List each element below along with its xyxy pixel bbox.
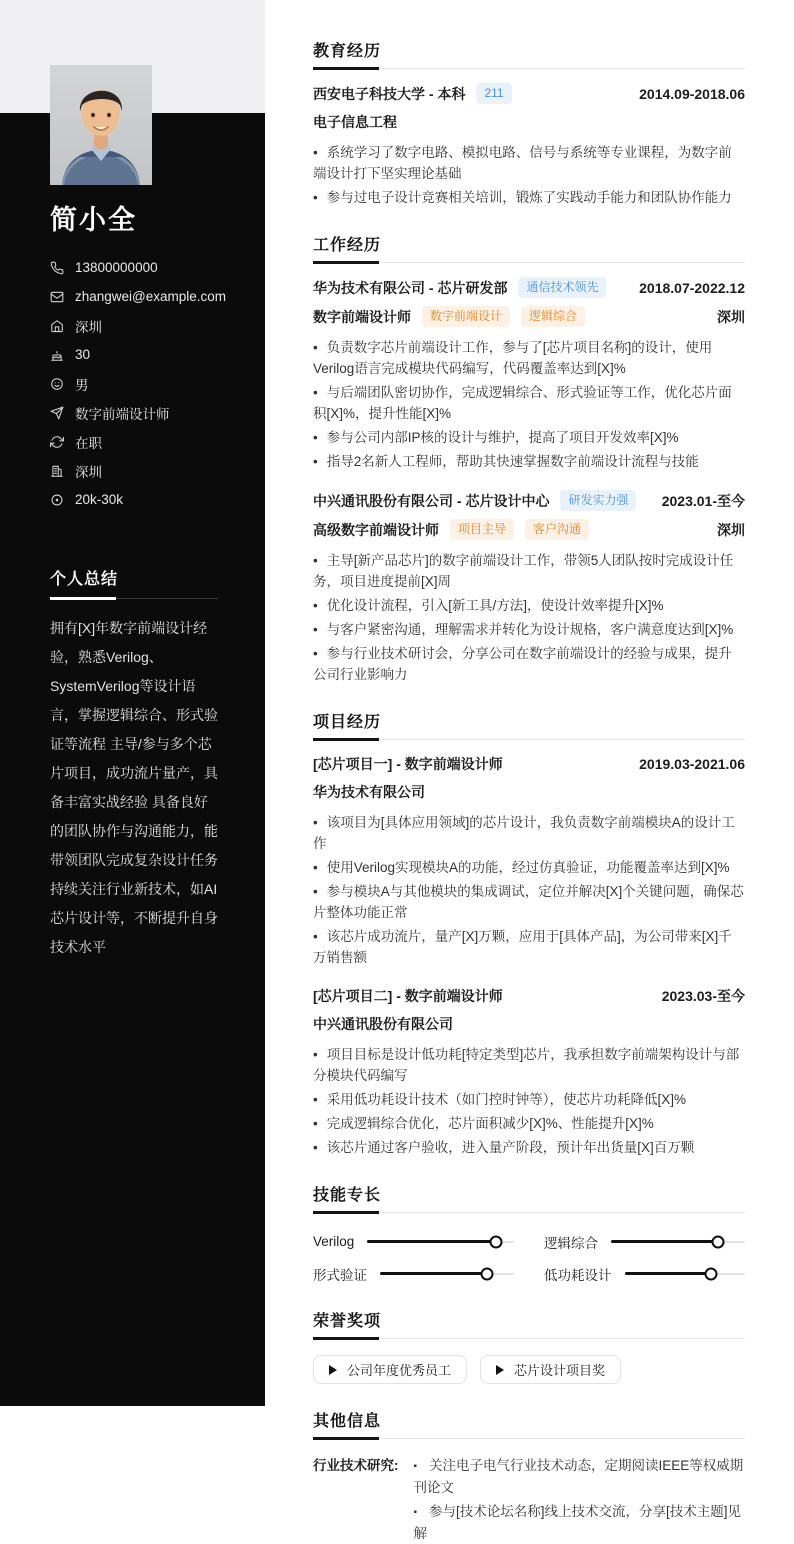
skill-label: 逻辑综合 xyxy=(544,1235,598,1251)
skill-slider[interactable] xyxy=(380,1273,514,1275)
skill-label: 形式验证 xyxy=(313,1267,367,1283)
phone-icon xyxy=(50,261,64,275)
skill-row xyxy=(544,1263,745,1284)
role-name: 高级数字前端设计师 xyxy=(313,521,439,538)
bullet-icon: • xyxy=(313,1092,318,1107)
target-icon xyxy=(50,493,64,507)
list-item: • 该项目为[具体应用领域]的芯片设计，我负责数字前端模块A的设计工作 xyxy=(313,815,735,851)
work-location: 深圳 xyxy=(717,308,745,325)
list-item: • 该芯片通过客户验收，进入量产阶段，预计年出货量[X]百万颗 xyxy=(313,1140,695,1155)
summary-section xyxy=(50,566,218,962)
project-name-row xyxy=(313,754,745,774)
education-bullets xyxy=(313,142,745,208)
work-bullets xyxy=(313,337,745,472)
list-item: • 项目目标是设计低功耗[特定类型]芯片，我承担数字前端架构设计与部分模块代码编写 xyxy=(313,1047,740,1083)
projects-header xyxy=(313,709,745,740)
bullet-icon: • xyxy=(313,1116,318,1131)
project-company: 华为技术有限公司 xyxy=(313,784,425,800)
contact-salary xyxy=(50,485,218,514)
bullet-icon: • xyxy=(313,860,318,875)
work-date: 2018.07-2022.12 xyxy=(639,279,745,296)
summary-title: 个人总结 xyxy=(50,571,119,588)
list-item: • 该芯片成功流片，量产[X]万颗，应用于[具体产品]，为公司带来[X]千万销售额 xyxy=(313,929,732,965)
contact-salary-value: 20k-30k xyxy=(75,492,124,507)
bullet-icon: • xyxy=(313,553,318,568)
education-major-row xyxy=(313,112,745,132)
project-date: 2019.03-2021.06 xyxy=(639,756,745,772)
list-item: • 参与模块A与其他模块的集成调试，定位并解决[X]个关键问题，确保芯片整体功能正常 xyxy=(313,884,744,920)
bullet-icon: • xyxy=(313,598,318,613)
other-info-section xyxy=(313,1408,745,1544)
education-section xyxy=(313,38,745,208)
education-header xyxy=(313,38,745,69)
education-entry xyxy=(313,83,745,208)
list-item: • 采用低功耗设计技术（如门控时钟等），使芯片功耗降低[X]% xyxy=(313,1092,686,1107)
project-entry xyxy=(313,754,745,968)
project-bullets xyxy=(313,812,745,968)
work-company-row xyxy=(313,277,745,298)
honor-label: 芯片设计项目奖 xyxy=(514,1363,606,1378)
contact-job-title-value: 数字前端设计师 xyxy=(75,406,170,422)
building-icon xyxy=(50,464,64,478)
list-item: • 指导2名新人工程师，帮助其快速掌握数字前端设计流程与技能 xyxy=(313,454,699,469)
bullet-icon: • xyxy=(313,385,318,400)
contact-city xyxy=(50,311,218,340)
role-badge: 客户沟通 xyxy=(525,519,589,540)
education-title: 教育经历 xyxy=(313,43,382,60)
project-entry xyxy=(313,986,745,1158)
bullet-icon: • xyxy=(313,929,318,944)
list-item: • 主导[新产品芯片]的数字前端设计工作，带领5人团队按时完成设计任务，项目进度提前[X]周 xyxy=(313,553,734,589)
school-name: 西安电子科技大学 - 本科 xyxy=(313,85,466,102)
profile-photo xyxy=(50,65,152,185)
sidebar-content xyxy=(50,204,227,962)
skills-title: 技能专长 xyxy=(313,1187,382,1204)
slider-handle[interactable] xyxy=(481,1267,494,1280)
summary-header xyxy=(50,566,218,599)
contact-city-value: 深圳 xyxy=(75,319,102,335)
home-icon xyxy=(50,319,64,333)
role-badge: 逻辑综合 xyxy=(521,306,585,327)
list-item: ▪ 关注电子电气行业技术动态，定期阅读IEEE等权威期刊论文 xyxy=(413,1458,744,1495)
skills-grid xyxy=(313,1227,745,1284)
bullet-icon: • xyxy=(313,622,318,637)
honors-list xyxy=(313,1353,745,1384)
square-bullet-icon: ▪ xyxy=(413,1461,418,1472)
honor-label: 公司年度优秀员工 xyxy=(347,1363,452,1378)
list-item: • 参与行业技术研讨会，分享公司在数字前端设计的经验与成果，提升公司行业影响力 xyxy=(313,646,732,682)
skill-label: Verilog xyxy=(313,1234,355,1249)
bullet-icon: • xyxy=(313,646,318,661)
bullet-icon: • xyxy=(313,430,318,445)
list-item: • 系统学习了数字电路、模拟电路、信号与系统等专业课程，为数字前端设计打下坚实理论基础 xyxy=(313,145,732,181)
project-company-row xyxy=(313,782,745,802)
major-name: 电子信息工程 xyxy=(313,114,397,130)
contact-gender xyxy=(50,369,218,398)
play-icon xyxy=(496,1365,504,1375)
skill-slider[interactable] xyxy=(625,1273,746,1275)
paper-plane-icon xyxy=(50,406,64,420)
role-badge: 项目主导 xyxy=(450,519,514,540)
contact-email xyxy=(50,282,227,311)
work-role-row xyxy=(313,519,745,540)
education-school-row xyxy=(313,83,745,104)
slider-handle[interactable] xyxy=(490,1235,503,1248)
other-info-bullets xyxy=(414,1455,746,1544)
skill-row xyxy=(313,1263,514,1284)
summary-text: 拥有[X]年数字前端设计经验，熟悉Verilog、SystemVerilog等设计语言，掌握逻辑综合、形式验证等流程 主导/参与多个芯片项目，成功流片量产，具备丰富实战经验 具备良好的团队协作与沟通能力，能带领团队完成复杂设计任务 持续关注行业新技术，如AI芯片设计等，不断提升自身技术水平 xyxy=(50,620,218,955)
other-info-label: 行业技术研究: xyxy=(313,1458,399,1473)
skills-section xyxy=(313,1182,745,1284)
work-entry xyxy=(313,490,745,685)
skill-row xyxy=(544,1231,745,1252)
main-content xyxy=(265,0,794,1541)
role-badge: 数字前端设计 xyxy=(422,306,510,327)
company-name: 中兴通讯股份有限公司 - 芯片设计中心 xyxy=(313,492,550,509)
contact-age xyxy=(50,340,218,369)
bullet-icon: • xyxy=(313,190,318,205)
school-badge: 211 xyxy=(476,83,511,104)
project-name-row xyxy=(313,986,745,1006)
skills-header xyxy=(313,1182,745,1213)
list-item: • 参与过电子设计竞赛相关培训，锻炼了实践动手能力和团队协作能力 xyxy=(313,190,732,205)
honor-button[interactable] xyxy=(480,1355,621,1384)
honors-header xyxy=(313,1308,745,1339)
work-entry xyxy=(313,277,745,472)
candidate-name: 简小全 xyxy=(50,205,137,235)
refresh-icon xyxy=(50,435,64,449)
honors-title: 荣誉奖项 xyxy=(313,1313,382,1330)
contact-work-city xyxy=(50,456,218,485)
skill-slider[interactable] xyxy=(611,1241,745,1243)
work-role-row xyxy=(313,306,745,327)
list-item: • 优化设计流程，引入[新工具/方法]，使设计效率提升[X]% xyxy=(313,598,664,613)
sidebar xyxy=(0,0,265,1406)
bullet-icon: • xyxy=(313,145,318,160)
company-badge: 通信技术领先 xyxy=(518,277,606,298)
project-company: 中兴通讯股份有限公司 xyxy=(313,1016,453,1032)
play-icon xyxy=(329,1365,337,1375)
bullet-icon: • xyxy=(313,884,318,899)
work-section xyxy=(313,232,745,685)
bullet-icon: • xyxy=(313,815,318,830)
projects-section xyxy=(313,709,745,1158)
contact-job-title xyxy=(50,398,218,427)
slider-handle[interactable] xyxy=(705,1267,718,1280)
other-info-title: 其他信息 xyxy=(313,1413,382,1430)
work-date: 2023.01-至今 xyxy=(661,492,745,509)
bullet-icon: • xyxy=(313,340,318,355)
list-item: • 与后端团队密切协作，完成逻辑综合、形式验证等工作，优化芯片面积[X]%，提升性能[X]% xyxy=(313,385,732,421)
project-date: 2023.03-至今 xyxy=(661,988,745,1004)
bullet-icon: • xyxy=(313,454,318,469)
contact-work-city-value: 深圳 xyxy=(75,464,102,480)
list-item: ▪ 参与[技术论坛名称]线上技术交流，分享[技术主题]见解 xyxy=(413,1504,742,1541)
cake-icon xyxy=(50,348,64,362)
square-bullet-icon: ▪ xyxy=(413,1507,418,1518)
education-date: 2014.09-2018.06 xyxy=(639,85,745,102)
work-title: 工作经历 xyxy=(313,237,382,254)
other-info-header xyxy=(313,1408,745,1439)
project-company-row xyxy=(313,1014,745,1034)
project-name: [芯片项目二] - 数字前端设计师 xyxy=(313,988,503,1004)
mail-icon xyxy=(50,290,64,304)
project-name: [芯片项目一] - 数字前端设计师 xyxy=(313,756,503,772)
honors-section xyxy=(313,1308,745,1384)
company-name: 华为技术有限公司 - 芯片研发部 xyxy=(313,279,508,296)
bullet-icon: • xyxy=(313,1140,318,1155)
contact-phone-value: 13800000000 xyxy=(75,260,158,275)
face-icon xyxy=(50,377,64,391)
company-badge: 研发实力强 xyxy=(560,490,636,511)
projects-title: 项目经历 xyxy=(313,714,382,731)
list-item: • 参与公司内部IP核的设计与维护，提高了项目开发效率[X]% xyxy=(313,430,679,445)
list-item: • 与客户紧密沟通，理解需求并转化为设计规格，客户满意度达到[X]% xyxy=(313,622,734,637)
slider-handle[interactable] xyxy=(712,1235,725,1248)
contact-job-status xyxy=(50,427,218,456)
honor-button[interactable] xyxy=(313,1355,467,1384)
list-item: • 负责数字芯片前端设计工作，参与了[芯片项目名称]的设计，使用Verilog语言完成模块代码编写，代码覆盖率达到[X]% xyxy=(313,340,713,376)
role-name: 数字前端设计师 xyxy=(313,308,411,325)
contact-age-value: 30 xyxy=(75,347,91,362)
project-bullets xyxy=(313,1044,745,1158)
list-item: • 使用Verilog实现模块A的功能，经过仿真验证，功能覆盖率达到[X]% xyxy=(313,860,730,875)
work-location: 深圳 xyxy=(717,521,745,538)
work-company-row xyxy=(313,490,745,511)
other-info-row xyxy=(313,1453,745,1544)
contact-job-status-value: 在职 xyxy=(75,435,102,451)
contact-email-value: zhangwei@example.com xyxy=(75,289,227,304)
work-bullets xyxy=(313,550,745,685)
contact-gender-value: 男 xyxy=(75,377,89,393)
skill-label: 低功耗设计 xyxy=(544,1267,612,1283)
list-item: • 完成逻辑综合优化，芯片面积减少[X]%、性能提升[X]% xyxy=(313,1116,654,1131)
bullet-icon: • xyxy=(313,1047,318,1062)
skill-row xyxy=(313,1231,514,1252)
work-header xyxy=(313,232,745,263)
skill-slider[interactable] xyxy=(367,1241,514,1243)
contact-phone xyxy=(50,253,218,282)
